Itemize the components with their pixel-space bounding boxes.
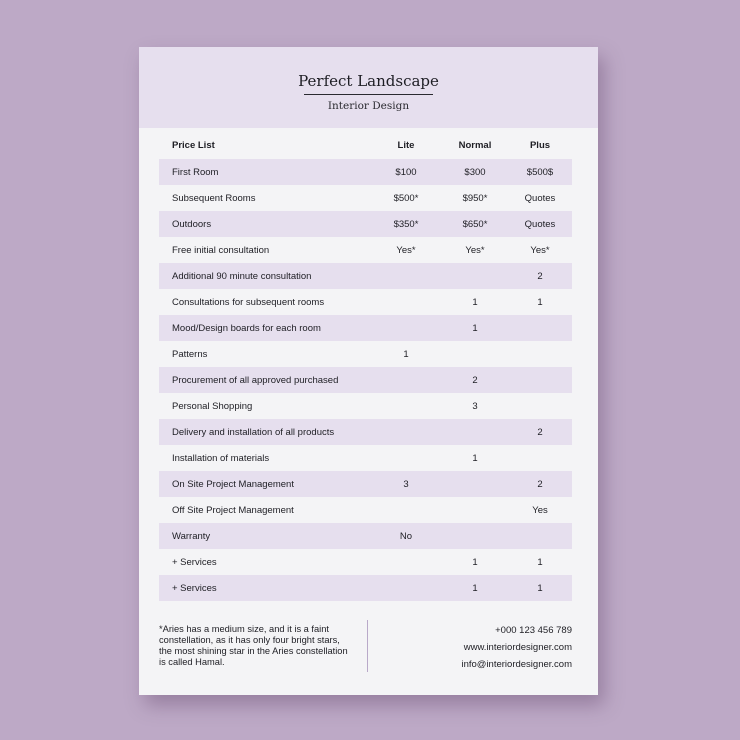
- row-feature-label: Personal Shopping: [172, 401, 253, 412]
- row-normal-value: 1: [472, 583, 478, 594]
- row-lite-value: $100: [395, 167, 417, 178]
- row-feature-label: Outdoors: [172, 219, 212, 230]
- row-normal-value: 1: [472, 323, 478, 334]
- phone-number: +000 123 456 789: [495, 625, 572, 636]
- row-lite-value: $350*: [393, 219, 419, 230]
- table-row: [159, 393, 572, 419]
- table-row: [159, 523, 572, 549]
- row-feature-label: + Services: [172, 557, 217, 568]
- row-plus-value: Yes*: [530, 245, 550, 256]
- page-title: Perfect Landscape: [298, 72, 439, 90]
- row-feature-label: Installation of materials: [172, 453, 270, 464]
- row-normal-value: 3: [472, 401, 478, 412]
- table-row: [159, 419, 572, 445]
- row-feature-label: Free initial consultation: [172, 245, 270, 256]
- row-plus-value: 1: [537, 557, 543, 568]
- table-row: [159, 289, 572, 315]
- table-row: [159, 263, 572, 289]
- row-lite-value: 3: [403, 479, 409, 490]
- row-plus-value: Quotes: [524, 193, 556, 204]
- table-row: [159, 159, 572, 185]
- row-normal-value: $300: [464, 167, 486, 178]
- row-plus-value: 2: [537, 427, 543, 438]
- row-feature-label: Delivery and installation of all products: [172, 427, 335, 438]
- website-link[interactable]: www.interiordesigner.com: [463, 642, 572, 653]
- row-feature-label: + Services: [172, 583, 217, 594]
- row-feature-label: Additional 90 minute consultation: [172, 271, 312, 282]
- row-plus-value: $500$: [526, 167, 554, 178]
- page-header: [139, 47, 598, 128]
- row-feature-label: Patterns: [172, 349, 208, 360]
- row-lite-value: No: [399, 531, 413, 542]
- row-feature-label: Off Site Project Management: [172, 505, 294, 516]
- contact-block: [461, 622, 572, 673]
- row-normal-value: Yes*: [465, 245, 485, 256]
- column-header-price-list: Price List: [172, 140, 215, 151]
- row-feature-label: Warranty: [172, 531, 211, 542]
- table-row: [159, 211, 572, 237]
- row-feature-label: Subsequent Rooms: [172, 193, 256, 204]
- email-link[interactable]: info@interiordesigner.com: [461, 659, 572, 670]
- footer-divider: [367, 620, 368, 672]
- row-plus-value: Quotes: [524, 219, 556, 230]
- row-feature-label: Consultations for subsequent rooms: [172, 297, 325, 308]
- table-row: [159, 471, 572, 497]
- row-normal-value: $650*: [462, 219, 488, 230]
- column-header-normal: Normal: [458, 140, 492, 151]
- table-row: [159, 237, 572, 263]
- row-plus-value: 1: [537, 583, 543, 594]
- row-feature-label: Procurement of all approved purchased: [172, 375, 339, 386]
- row-feature-label: First Room: [172, 167, 219, 178]
- row-normal-value: 1: [472, 453, 478, 464]
- table-row: [159, 497, 572, 523]
- price-table-body: [159, 159, 572, 601]
- row-normal-value: $950*: [462, 193, 488, 204]
- row-feature-label: On Site Project Management: [172, 479, 294, 490]
- row-plus-value: 2: [537, 271, 543, 282]
- row-lite-value: 1: [403, 349, 409, 360]
- table-row: [159, 575, 572, 601]
- row-plus-value: 2: [537, 479, 543, 490]
- footnote: *Aries has a medium size, and it is a faint constellation, as it has only four bright stars, the most shining star in the Aries constellation is called Hamal.: [159, 624, 348, 667]
- column-header-lite: Lite: [397, 140, 415, 151]
- row-normal-value: 2: [472, 375, 478, 386]
- table-header: [159, 135, 572, 159]
- row-lite-value: $500*: [393, 193, 419, 204]
- row-normal-value: 1: [472, 297, 478, 308]
- table-row: [159, 445, 572, 471]
- price-list-page: [139, 47, 598, 695]
- page-subtitle: Interior Design: [327, 100, 410, 112]
- title-underline: [304, 94, 433, 95]
- row-plus-value: 1: [537, 297, 543, 308]
- table-row: [159, 367, 572, 393]
- column-header-plus: Plus: [529, 140, 551, 151]
- row-lite-value: Yes*: [396, 245, 416, 256]
- table-row: [159, 315, 572, 341]
- table-row: [159, 549, 572, 575]
- row-plus-value: Yes: [532, 505, 548, 516]
- row-feature-label: Mood/Design boards for each room: [172, 323, 321, 334]
- row-normal-value: 1: [472, 557, 478, 568]
- table-row: [159, 185, 572, 211]
- table-row: [159, 341, 572, 367]
